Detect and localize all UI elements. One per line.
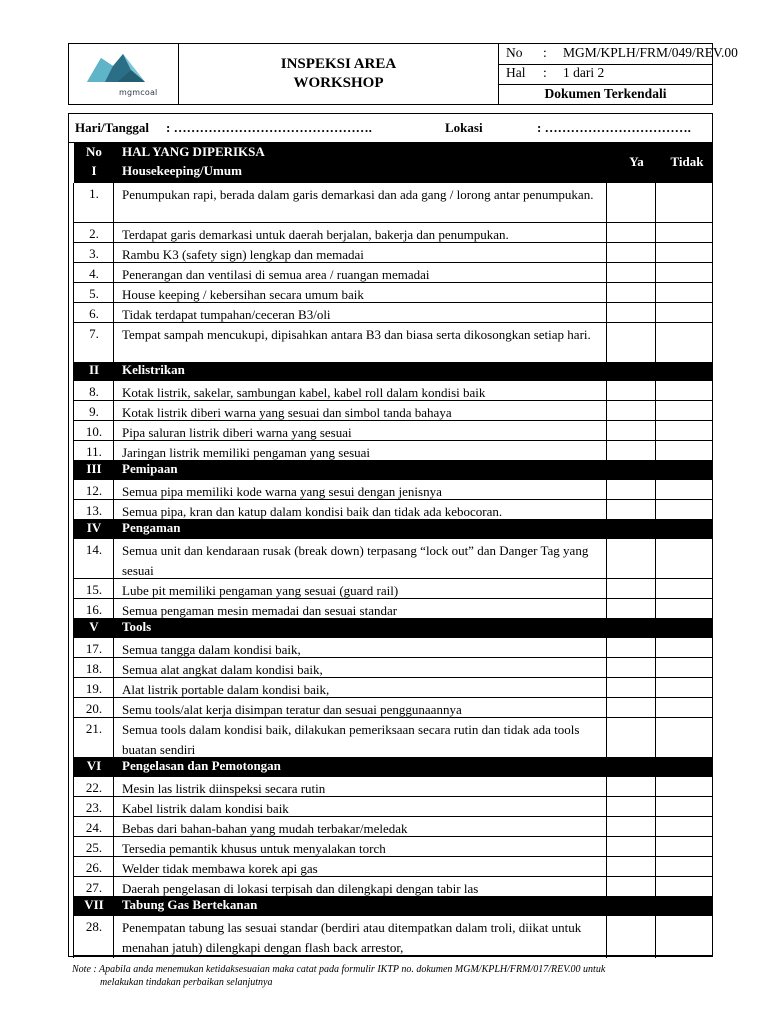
item-text: Rambu K3 (safety sign) lengkap dan memadai <box>122 247 364 262</box>
yes-checkbox-cell[interactable] <box>612 638 661 657</box>
no-checkbox-cell[interactable] <box>661 500 713 519</box>
no-checkbox-cell[interactable] <box>661 539 713 578</box>
section-title: Pengelasan dan Pemotongan <box>122 758 281 773</box>
item-number: 26. <box>85 860 103 875</box>
column-header-no: No <box>86 144 102 159</box>
yes-checkbox-cell[interactable] <box>612 421 661 440</box>
meta-row-page <box>499 64 712 85</box>
item-number: 11. <box>86 444 102 459</box>
section-title: Kelistrikan <box>122 362 185 377</box>
item-number: 18. <box>85 661 103 676</box>
section-title: Tabung Gas Bertekanan <box>122 897 258 912</box>
yes-checkbox-cell[interactable] <box>612 539 661 578</box>
section-number: III <box>86 461 102 476</box>
yes-checkbox-cell[interactable] <box>612 441 661 460</box>
yes-checkbox-cell[interactable] <box>612 243 661 262</box>
no-checkbox-cell[interactable] <box>661 283 713 302</box>
yes-checkbox-cell[interactable] <box>612 480 661 499</box>
section-title: Pemipaan <box>122 461 178 476</box>
item-text: Welder tidak membawa korek api gas <box>122 861 318 876</box>
item-text: Tempat sampah mencukupi, dipisahkan antara B3 dan biasa serta dikosongkan setiap hari. <box>122 327 591 342</box>
meta-row-number <box>499 44 738 65</box>
item-text: Penerangan dan ventilasi di semua area / ruangan memadai <box>122 267 430 282</box>
location-field[interactable]: : ……………………………. <box>537 120 691 135</box>
section-title: Tools <box>122 619 152 634</box>
item-text: House keeping / kebersihan secara umum baik <box>122 287 364 302</box>
item-number: 23. <box>85 800 103 815</box>
mountain-logo-icon <box>87 52 145 88</box>
column-header-item: HAL YANG DIPERIKSA <box>122 144 265 159</box>
checklist-row <box>74 283 713 303</box>
section-number: IV <box>86 520 102 535</box>
item-number: 21. <box>85 721 103 736</box>
checklist-row <box>74 263 713 283</box>
column-divider <box>113 183 114 958</box>
no-checkbox-cell[interactable] <box>661 777 713 796</box>
checklist-row <box>74 837 713 857</box>
document-meta <box>499 44 738 104</box>
checklist-row <box>74 323 713 363</box>
checklist-row <box>74 777 713 797</box>
checklist-row <box>74 480 713 500</box>
document-header <box>68 43 738 105</box>
checklist-row <box>74 223 713 243</box>
no-checkbox-cell[interactable] <box>661 678 713 697</box>
no-checkbox-cell[interactable] <box>661 718 713 757</box>
checklist-row <box>74 381 713 401</box>
no-checkbox-cell[interactable] <box>661 401 713 420</box>
no-checkbox-cell[interactable] <box>661 223 713 242</box>
column-header-yes: Ya <box>629 154 644 169</box>
item-text: Semua tangga dalam kondisi baik, <box>122 642 301 657</box>
item-number: 1. <box>89 186 99 201</box>
section-header-bar <box>74 362 713 381</box>
no-checkbox-cell[interactable] <box>661 323 713 362</box>
checklist-row <box>74 658 713 678</box>
table-header-bar <box>74 143 713 183</box>
item-number: 8. <box>89 384 99 399</box>
section-number: V <box>89 619 99 634</box>
yes-checkbox-cell[interactable] <box>612 797 661 816</box>
checklist-row <box>74 718 713 758</box>
item-text: Penumpukan rapi, berada dalam garis demarkasi dan ada gang / lorong antar penumpukan. <box>122 187 594 202</box>
section-number: VII <box>84 897 104 912</box>
item-number: 28. <box>85 919 103 934</box>
item-text: Kabel listrik dalam kondisi baik <box>122 801 289 816</box>
checklist-row <box>74 303 713 323</box>
item-text: Pipa saluran listrik diberi warna yang sesuai <box>122 425 352 440</box>
no-checkbox-cell[interactable] <box>661 916 713 955</box>
no-checkbox-cell[interactable] <box>661 480 713 499</box>
item-number: 19. <box>85 681 103 696</box>
checklist-row <box>74 678 713 698</box>
note-line-1: Note : Apabila anda menemukan ketidaksesuaian maka catat pada formulir IKTP no. dokumen MGM/KPLH/FRM/017/REV.00 untuk <box>72 964 606 975</box>
yes-checkbox-cell[interactable] <box>612 500 661 519</box>
checklist-row <box>74 877 713 897</box>
item-number: 17. <box>85 641 103 656</box>
yes-checkbox-cell[interactable] <box>612 381 661 400</box>
yes-checkbox-cell[interactable] <box>612 817 661 836</box>
checklist-row <box>74 500 713 520</box>
item-number: 24. <box>85 820 103 835</box>
item-number: 7. <box>89 326 99 341</box>
checklist-row <box>74 441 713 461</box>
footer-note <box>72 963 712 989</box>
checklist-row <box>74 638 713 658</box>
yes-checkbox-cell[interactable] <box>612 916 661 955</box>
item-text: Tidak terdapat tumpahan/ceceran B3/oli <box>122 307 331 322</box>
item-number: 25. <box>85 840 103 855</box>
item-text: Semua pipa memiliki kode warna yang sesui dengan jenisnya <box>122 484 442 499</box>
section-number: I <box>91 163 97 178</box>
section-header-bar <box>74 461 713 480</box>
location-label: Lokasi <box>445 120 483 135</box>
item-text: Terdapat garis demarkasi untuk daerah berjalan, bakerja dan penumpukan. <box>122 227 509 242</box>
checklist-row <box>74 579 713 599</box>
yes-checkbox-cell[interactable] <box>612 718 661 757</box>
item-text: Penempatan tabung las sesuai standar (berdiri atau ditempatkan dalam troli, diikat untuk menahan jatuh) dilengkapi dengan flash back arrestor, <box>122 920 582 955</box>
item-number: 4. <box>89 266 99 281</box>
no-checkbox-cell[interactable] <box>661 658 713 677</box>
no-checkbox-cell[interactable] <box>661 243 713 262</box>
item-number: 20. <box>85 701 103 716</box>
column-header-no-answer: Tidak <box>670 154 704 169</box>
page-colon: : <box>543 65 547 80</box>
yes-checkbox-cell[interactable] <box>612 323 661 362</box>
section-header-bar <box>74 619 713 638</box>
number-colon: : <box>543 45 547 60</box>
checklist-row <box>74 698 713 718</box>
checklist-table <box>68 142 713 957</box>
yes-checkbox-cell[interactable] <box>612 658 661 677</box>
no-checkbox-cell[interactable] <box>661 599 713 618</box>
item-number: 22. <box>85 780 103 795</box>
no-checkbox-cell[interactable] <box>661 698 713 717</box>
yes-checkbox-cell[interactable] <box>612 599 661 618</box>
yes-checkbox-cell[interactable] <box>612 579 661 598</box>
item-number: 16. <box>85 602 103 617</box>
brand-name: mgmcoal <box>119 88 158 97</box>
item-text: Semua pengaman mesin memadai dan sesuai standar <box>122 603 398 618</box>
no-checkbox-cell[interactable] <box>661 857 713 876</box>
no-checkbox-cell[interactable] <box>661 381 713 400</box>
item-text: Kotak listrik, sakelar, sambungan kabel, kabel roll dalam kondisi baik <box>122 385 486 400</box>
column-divider <box>606 183 607 958</box>
yes-checkbox-cell[interactable] <box>612 183 661 222</box>
no-checkbox-cell[interactable] <box>661 183 713 222</box>
yes-checkbox-cell[interactable] <box>612 698 661 717</box>
yes-checkbox-cell[interactable] <box>612 857 661 876</box>
item-number: 6. <box>89 306 99 321</box>
yes-checkbox-cell[interactable] <box>612 777 661 796</box>
no-checkbox-cell[interactable] <box>661 837 713 856</box>
checklist-row <box>74 421 713 441</box>
document-status: Dokumen Terkendali <box>544 86 667 101</box>
item-text: Kotak listrik diberi warna yang sesuai dan simbol tanda bahaya <box>122 405 452 420</box>
page-label: Hal <box>506 65 526 80</box>
checklist-row <box>74 797 713 817</box>
date-field[interactable]: : ………………………………………. <box>166 120 372 135</box>
section-header-bar <box>74 520 713 539</box>
item-number: 5. <box>89 286 99 301</box>
no-checkbox-cell[interactable] <box>661 638 713 657</box>
yes-checkbox-cell[interactable] <box>612 877 661 896</box>
document-title <box>179 44 499 104</box>
no-checkbox-cell[interactable] <box>661 303 713 322</box>
company-logo <box>69 44 179 104</box>
item-number: 2. <box>89 226 99 241</box>
checklist-row <box>74 599 713 619</box>
no-checkbox-cell[interactable] <box>661 877 713 896</box>
column-divider <box>73 183 74 958</box>
item-text: Semua unit dan kendaraan rusak (break down) terpasang “lock out” dan Danger Tag yang sesuai <box>122 543 589 578</box>
yes-checkbox-cell[interactable] <box>612 678 661 697</box>
section-number: II <box>88 362 100 377</box>
page-value: 1 dari 2 <box>563 65 605 80</box>
section-title: Housekeeping/Umum <box>122 163 242 178</box>
item-number: 9. <box>89 404 99 419</box>
yes-checkbox-cell[interactable] <box>612 401 661 420</box>
document-number: MGM/KPLH/FRM/049/REV.00 <box>563 45 738 60</box>
date-label: Hari/Tanggal <box>75 120 149 135</box>
checklist-row <box>74 243 713 263</box>
item-number: 27. <box>85 880 103 895</box>
item-text: Jaringan listrik memiliki pengaman yang sesuai <box>122 445 371 460</box>
no-checkbox-cell[interactable] <box>661 797 713 816</box>
checklist-row <box>74 183 713 223</box>
section-header-bar <box>74 758 713 777</box>
yes-checkbox-cell[interactable] <box>612 263 661 282</box>
no-checkbox-cell[interactable] <box>661 441 713 460</box>
item-text: Semua pipa, kran dan katup dalam kondisi baik dan tidak ada kebocoran. <box>122 504 503 519</box>
no-checkbox-cell[interactable] <box>661 263 713 282</box>
title-line-2: WORKSHOP <box>293 75 384 91</box>
no-checkbox-cell[interactable] <box>661 817 713 836</box>
yes-checkbox-cell[interactable] <box>612 223 661 242</box>
checklist-row <box>74 539 713 579</box>
yes-checkbox-cell[interactable] <box>612 837 661 856</box>
column-divider <box>655 183 656 958</box>
section-header-bar <box>74 897 713 916</box>
note-line-2: melakukan tindakan perbaikan selanjutnya <box>100 977 273 988</box>
item-number: 3. <box>89 246 99 261</box>
yes-checkbox-cell[interactable] <box>612 283 661 302</box>
item-text: Tersedia pemantik khusus untuk menyalakan torch <box>122 841 386 856</box>
item-number: 13. <box>85 503 103 518</box>
item-text: Daerah pengelasan di lokasi terpisah dan dilengkapi dengan tabir las <box>122 881 479 896</box>
item-text: Semua alat angkat dalam kondisi baik, <box>122 662 323 677</box>
item-number: 10. <box>85 424 103 439</box>
no-checkbox-cell[interactable] <box>661 421 713 440</box>
section-number: VI <box>86 758 102 773</box>
checklist-row <box>74 817 713 837</box>
checklist-row <box>74 916 713 956</box>
checklist-row <box>74 401 713 421</box>
item-text: Semu tools/alat kerja disimpan teratur dan sesuai penggunaannya <box>122 702 462 717</box>
item-number: 12. <box>85 483 103 498</box>
item-text: Mesin las listrik diinspeksi secara rutin <box>122 781 326 796</box>
info-row <box>68 113 713 142</box>
item-text: Bebas dari bahan-bahan yang mudah terbakar/meledak <box>122 821 408 836</box>
item-number: 14. <box>85 542 103 557</box>
no-checkbox-cell[interactable] <box>661 579 713 598</box>
title-line-1: INSPEKSI AREA <box>280 56 397 72</box>
item-text: Alat listrik portable dalam kondisi baik, <box>122 682 330 697</box>
checklist-row <box>74 857 713 877</box>
section-title: Pengaman <box>122 520 181 535</box>
item-text: Lube pit memiliki pengaman yang sesuai (guard rail) <box>122 583 399 598</box>
item-text: Semua tools dalam kondisi baik, dilakukan pemeriksaan secara rutin dan tidak ada tools buatan sendiri <box>122 722 580 757</box>
yes-checkbox-cell[interactable] <box>612 303 661 322</box>
item-number: 15. <box>85 582 103 597</box>
number-label: No <box>506 45 523 60</box>
